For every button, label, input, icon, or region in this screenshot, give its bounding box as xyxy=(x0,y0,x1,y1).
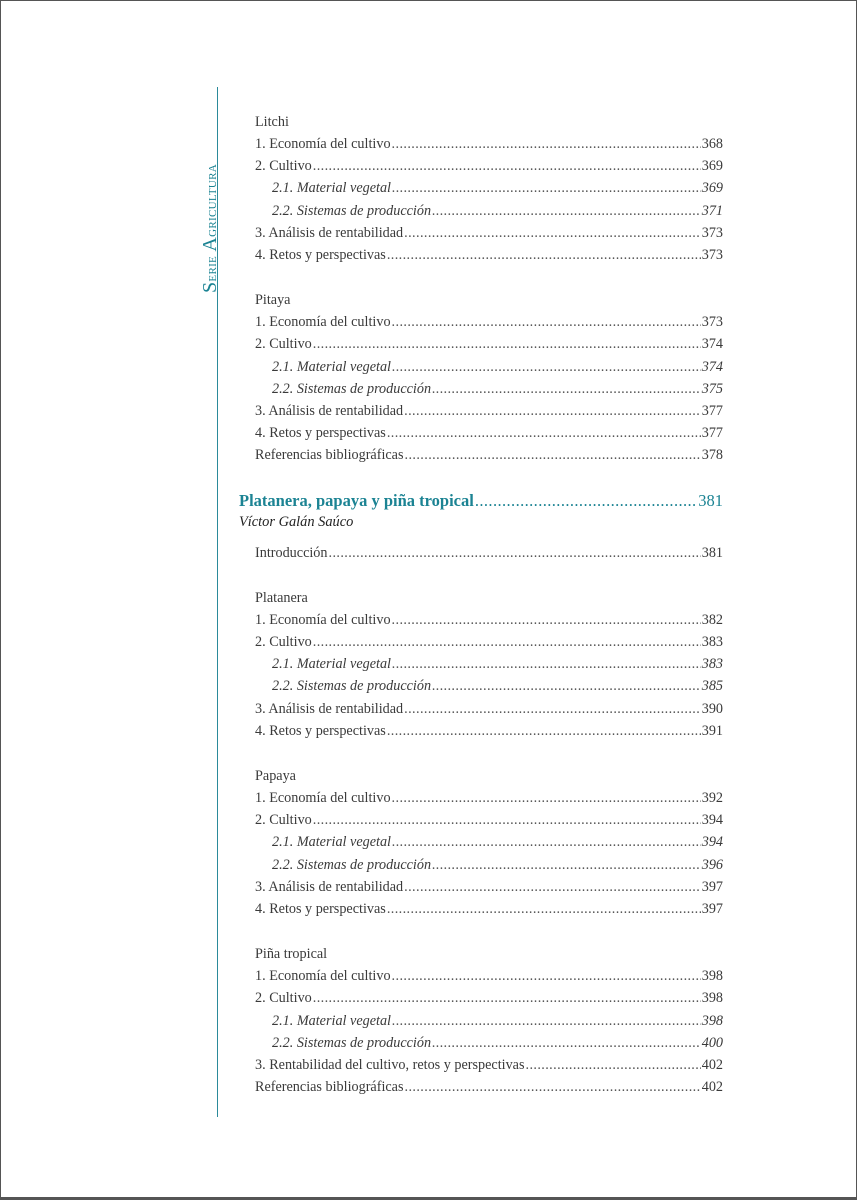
leader-dots xyxy=(313,631,701,653)
spacer xyxy=(255,742,723,765)
toc-entry[interactable]: 3. Rentabilidad del cultivo, retos y perspectivas ..... 402 xyxy=(255,1054,723,1076)
leader-dots xyxy=(387,422,701,444)
toc-entry[interactable]: 3. Análisis de rentabilidad ..... 373 xyxy=(255,222,723,244)
toc-entry[interactable]: 1. Economía del cultivo ..... 368 xyxy=(255,133,723,155)
leader-dots xyxy=(313,333,701,355)
section-title-pina: Piña tropical xyxy=(255,946,328,963)
leader-dots xyxy=(387,898,701,920)
toc-entry[interactable]: 2. Cultivo ..... 374 xyxy=(255,333,723,355)
toc-entry[interactable]: 1. Economía del cultivo ..... 398 xyxy=(255,965,723,987)
toc-entry[interactable]: 4. Retos y perspectivas ..... 397 xyxy=(255,898,723,920)
leader-dots xyxy=(313,155,701,177)
toc-entry[interactable]: 4. Retos y perspectivas ..... 373 xyxy=(255,244,723,266)
section-title-litchi: Litchi xyxy=(255,114,289,130)
leader-dots xyxy=(432,675,701,697)
leader-dots xyxy=(432,378,701,400)
toc-entry[interactable]: 2. Cultivo ..... 369 xyxy=(255,155,723,177)
leader-dots xyxy=(392,311,701,333)
chapter-author: Víctor Galán Saúco xyxy=(239,513,354,530)
section-title-papaya: Papaya xyxy=(255,768,296,785)
toc-subentry[interactable]: 2.1. Material vegetal ..... 374 xyxy=(255,356,723,378)
leader-dots xyxy=(404,876,701,898)
toc-entry[interactable]: 3. Análisis de rentabilidad ..... 397 xyxy=(255,876,723,898)
leader-dots xyxy=(392,787,701,809)
leader-dots xyxy=(404,400,701,422)
leader-dots xyxy=(329,542,701,564)
toc-subentry[interactable]: 2.2. Sistemas de producción ..... 396 xyxy=(255,854,723,876)
toc-entry[interactable]: 4. Retos y perspectivas ..... 391 xyxy=(255,720,723,742)
toc-entry[interactable]: 1. Economía del cultivo ..... 392 xyxy=(255,787,723,809)
toc-entry[interactable]: Referencias bibliográficas ..... 402 xyxy=(255,1076,723,1098)
toc-entry[interactable]: 4. Retos y perspectivas ..... 377 xyxy=(255,422,723,444)
leader-dots xyxy=(475,490,697,512)
toc-entry[interactable]: 2. Cultivo ..... 398 xyxy=(255,987,723,1009)
leader-dots xyxy=(313,809,701,831)
leader-dots xyxy=(405,444,701,466)
leader-dots xyxy=(432,1032,701,1054)
toc-subentry[interactable]: 2.2. Sistemas de producción ..... 371 xyxy=(255,200,723,222)
leader-dots xyxy=(392,653,701,675)
spacer xyxy=(255,532,723,542)
toc-entry[interactable]: 3. Análisis de rentabilidad ..... 377 xyxy=(255,400,723,422)
leader-dots xyxy=(387,244,701,266)
leader-dots xyxy=(392,609,701,631)
spacer xyxy=(255,920,723,943)
series-label: Serie Agricultura xyxy=(199,163,221,293)
spacer xyxy=(255,467,723,490)
leader-dots xyxy=(392,831,701,853)
spacer xyxy=(255,266,723,289)
section-title-pitaya: Pitaya xyxy=(255,292,291,309)
leader-dots xyxy=(404,222,701,244)
toc-entry-intro[interactable]: Introducción ..... 381 xyxy=(255,542,723,564)
leader-dots xyxy=(392,177,701,199)
toc-entry[interactable]: Referencias bibliográficas ..... 378 xyxy=(255,444,723,466)
chapter-heading[interactable]: Platanera, papaya y piña tropical ..... 381 xyxy=(239,490,723,512)
toc-subentry[interactable]: 2.1. Material vegetal ..... 369 xyxy=(255,177,723,199)
spacer xyxy=(255,564,723,587)
toc-subentry[interactable]: 2.1. Material vegetal ..... 398 xyxy=(255,1010,723,1032)
leader-dots xyxy=(404,698,701,720)
toc-subentry[interactable]: 2.2. Sistemas de producción ..... 400 xyxy=(255,1032,723,1054)
toc-entry[interactable]: 3. Análisis de rentabilidad ..... 390 xyxy=(255,698,723,720)
leader-dots xyxy=(387,720,701,742)
leader-dots xyxy=(392,965,701,987)
toc-entry[interactable]: 2. Cultivo ..... 383 xyxy=(255,631,723,653)
table-of-contents xyxy=(239,111,723,1099)
leader-dots xyxy=(526,1054,701,1076)
toc-subentry[interactable]: 2.2. Sistemas de producción ..... 375 xyxy=(255,378,723,400)
leader-dots xyxy=(313,987,701,1009)
leader-dots xyxy=(405,1076,701,1098)
leader-dots xyxy=(432,854,701,876)
leader-dots xyxy=(392,133,701,155)
leader-dots xyxy=(392,356,701,378)
toc-entry[interactable]: 1. Economía del cultivo ..... 373 xyxy=(255,311,723,333)
toc-subentry[interactable]: 2.2. Sistemas de producción ..... 385 xyxy=(255,675,723,697)
toc-entry[interactable]: 2. Cultivo ..... 394 xyxy=(255,809,723,831)
toc-subentry[interactable]: 2.1. Material vegetal ..... 394 xyxy=(255,831,723,853)
toc-entry[interactable]: 1. Economía del cultivo ..... 382 xyxy=(255,609,723,631)
section-title-platanera: Platanera xyxy=(255,589,308,606)
leader-dots xyxy=(392,1010,701,1032)
toc-subentry[interactable]: 2.1. Material vegetal ..... 383 xyxy=(255,653,723,675)
leader-dots xyxy=(432,200,701,222)
